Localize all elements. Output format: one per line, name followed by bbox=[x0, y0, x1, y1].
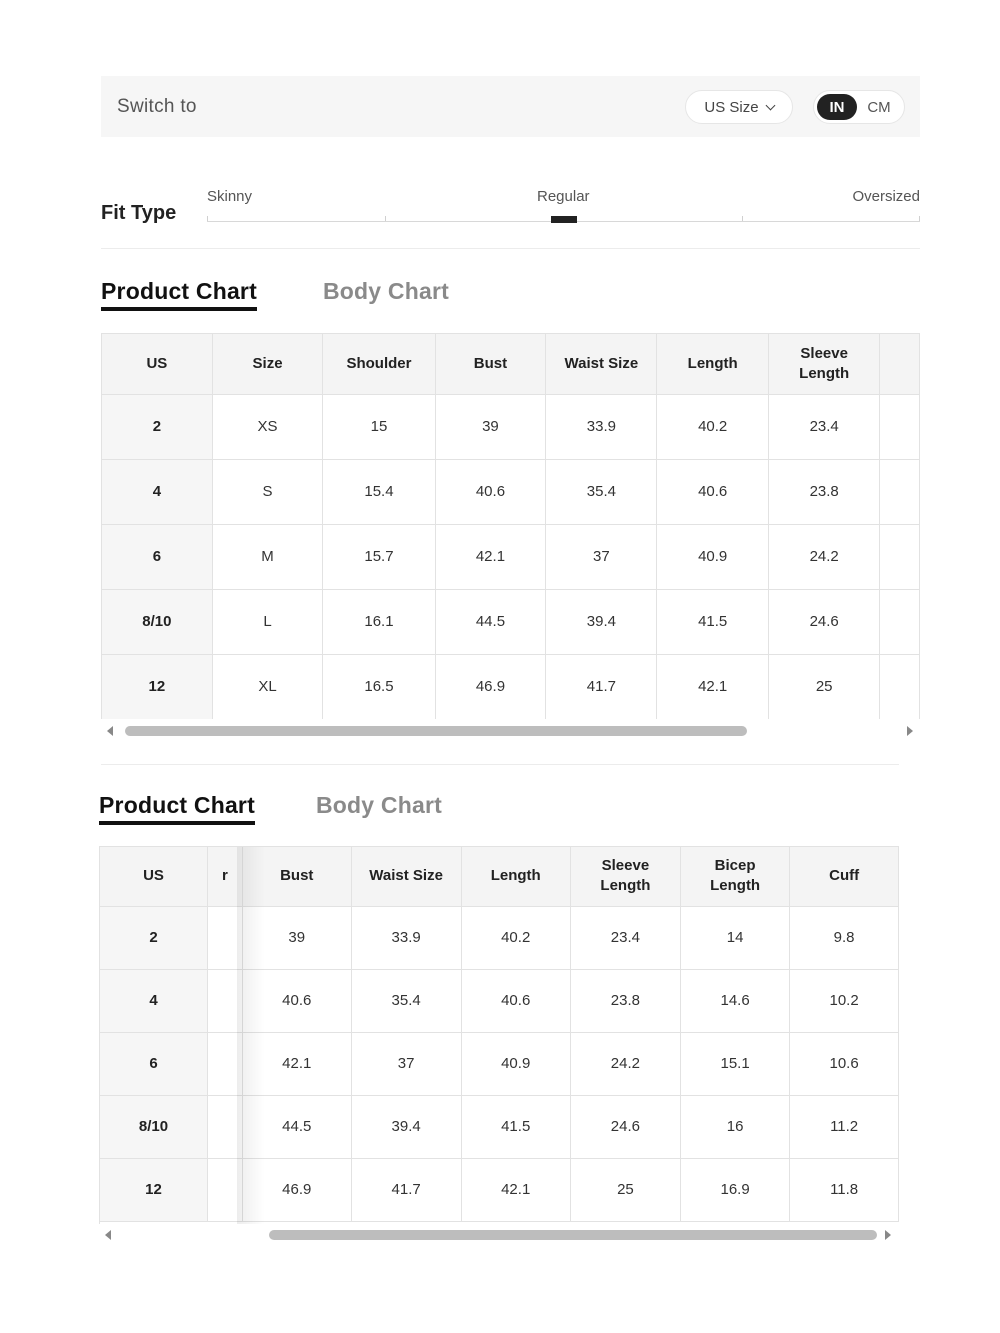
column-header: Sleeve Length bbox=[570, 847, 680, 906]
column-header: Length bbox=[657, 334, 769, 394]
scrollbar-thumb[interactable] bbox=[125, 726, 747, 736]
table-cell: 39 bbox=[435, 394, 546, 459]
table-cell: 15.4 bbox=[323, 459, 435, 524]
table-cell: 23.4 bbox=[768, 394, 880, 459]
scroll-left-icon[interactable] bbox=[107, 726, 113, 736]
table-cell: 23.8 bbox=[570, 969, 680, 1032]
table-cell: 41.5 bbox=[461, 1095, 570, 1158]
table-cell bbox=[208, 906, 243, 969]
tab-body-chart[interactable]: Body Chart bbox=[323, 278, 449, 304]
table-cell: 16.1 bbox=[323, 589, 435, 654]
unit-toggle[interactable] bbox=[813, 90, 905, 124]
table-cell: 40.9 bbox=[657, 524, 769, 589]
table-row bbox=[102, 524, 920, 589]
table-cell: 6 bbox=[100, 1032, 208, 1095]
table-cell: 12 bbox=[100, 1158, 208, 1221]
table-cell: 16.5 bbox=[323, 654, 435, 719]
table-cell: 10.6 bbox=[790, 1032, 899, 1095]
table-cell: 6 bbox=[102, 524, 212, 589]
table-row bbox=[100, 906, 899, 969]
table-cell bbox=[880, 589, 920, 654]
table-cell: 9.8 bbox=[790, 906, 899, 969]
table-cell: 42.1 bbox=[435, 524, 546, 589]
column-header: Size bbox=[212, 334, 323, 394]
table-cell: 24.6 bbox=[768, 589, 880, 654]
table-cell: 8/10 bbox=[102, 589, 212, 654]
table-cell: 11.8 bbox=[790, 1158, 899, 1221]
table-cell: 40.6 bbox=[657, 459, 769, 524]
table-cell: 46.9 bbox=[242, 1158, 351, 1221]
table-cell: 42.1 bbox=[461, 1158, 570, 1221]
column-header: Bust bbox=[435, 334, 546, 394]
table-cell: 42.1 bbox=[242, 1032, 351, 1095]
tab-product-chart[interactable]: Product Chart bbox=[99, 792, 255, 825]
switch-label: Switch to bbox=[117, 95, 197, 117]
table-row bbox=[102, 459, 920, 524]
table-cell: 33.9 bbox=[546, 394, 657, 459]
table-cell: 10.2 bbox=[790, 969, 899, 1032]
table-cell: 11.2 bbox=[790, 1095, 899, 1158]
horizontal-scrollbar[interactable] bbox=[99, 1226, 899, 1240]
table-cell: 23.4 bbox=[570, 906, 680, 969]
fit-option-regular: Regular bbox=[537, 188, 590, 205]
column-header: US bbox=[100, 847, 208, 906]
table-cell: 24.2 bbox=[768, 524, 880, 589]
table-row bbox=[102, 589, 920, 654]
table-cell: 14 bbox=[681, 906, 790, 969]
table-row bbox=[100, 1095, 899, 1158]
table-cell: XL bbox=[212, 654, 323, 719]
column-header: Length bbox=[461, 847, 570, 906]
product-chart-table-scrolled bbox=[99, 846, 899, 1224]
unit-in-option[interactable]: IN bbox=[817, 94, 857, 120]
table-cell: 39.4 bbox=[546, 589, 657, 654]
table-cell: 41.5 bbox=[657, 589, 769, 654]
divider bbox=[101, 248, 920, 249]
table-cell: 15.7 bbox=[323, 524, 435, 589]
fit-scale-tick bbox=[742, 216, 743, 221]
column-header: Bicep Length bbox=[681, 847, 790, 906]
table-cell: 41.7 bbox=[351, 1158, 461, 1221]
table-cell bbox=[208, 1032, 243, 1095]
table-cell: S bbox=[212, 459, 323, 524]
table-cell bbox=[208, 969, 243, 1032]
table-cell: 41.7 bbox=[546, 654, 657, 719]
unit-cm-option[interactable]: CM bbox=[867, 98, 891, 116]
table-cell: 25 bbox=[768, 654, 880, 719]
table-cell: 15 bbox=[323, 394, 435, 459]
column-header: Sleeve Length bbox=[768, 334, 880, 394]
table-cell: 40.9 bbox=[461, 1032, 570, 1095]
scroll-left-icon[interactable] bbox=[105, 1230, 111, 1240]
table-cell bbox=[208, 1095, 243, 1158]
table-cell: 40.2 bbox=[657, 394, 769, 459]
table-cell: 4 bbox=[102, 459, 212, 524]
table-cell: 35.4 bbox=[351, 969, 461, 1032]
fit-type-marker bbox=[551, 216, 577, 223]
horizontal-scrollbar[interactable] bbox=[101, 722, 920, 736]
table-cell: 8/10 bbox=[100, 1095, 208, 1158]
table-header-row bbox=[100, 847, 899, 906]
tab-product-chart[interactable]: Product Chart bbox=[101, 278, 257, 311]
table-row bbox=[102, 654, 920, 719]
column-header: Shoulder bbox=[323, 334, 435, 394]
table-cell: 23.8 bbox=[768, 459, 880, 524]
column-header: r bbox=[208, 847, 243, 906]
column-header: Waist Size bbox=[546, 334, 657, 394]
table-cell bbox=[880, 524, 920, 589]
table-cell: 24.2 bbox=[570, 1032, 680, 1095]
divider bbox=[101, 764, 899, 765]
size-table-scrolled bbox=[100, 847, 899, 1222]
table-cell: 2 bbox=[102, 394, 212, 459]
table-cell: 25 bbox=[570, 1158, 680, 1221]
column-header: Waist Size bbox=[351, 847, 461, 906]
table-row bbox=[100, 1158, 899, 1221]
scroll-right-icon[interactable] bbox=[907, 726, 913, 736]
product-chart-table bbox=[101, 333, 920, 719]
table-cell: 15.1 bbox=[681, 1032, 790, 1095]
table-cell: 40.6 bbox=[435, 459, 546, 524]
table-cell: 4 bbox=[100, 969, 208, 1032]
table-row bbox=[100, 1032, 899, 1095]
table-cell bbox=[880, 459, 920, 524]
table-cell: 40.6 bbox=[242, 969, 351, 1032]
fit-option-oversized: Oversized bbox=[852, 188, 920, 205]
fit-scale-tick bbox=[207, 216, 208, 221]
size-system-select[interactable] bbox=[685, 90, 793, 124]
scroll-right-icon[interactable] bbox=[885, 1230, 891, 1240]
column-header: Cuff bbox=[790, 847, 899, 906]
fit-type-label: Fit Type bbox=[101, 202, 177, 224]
table-cell: 14.6 bbox=[681, 969, 790, 1032]
table-cell: L bbox=[212, 589, 323, 654]
table-cell bbox=[880, 394, 920, 459]
table-cell: 44.5 bbox=[242, 1095, 351, 1158]
table-cell: 40.6 bbox=[461, 969, 570, 1032]
table-cell: M bbox=[212, 524, 323, 589]
table-cell: 37 bbox=[546, 524, 657, 589]
table-cell: 46.9 bbox=[435, 654, 546, 719]
table-cell: 16 bbox=[681, 1095, 790, 1158]
fit-scale-tick bbox=[385, 216, 386, 221]
column-header: Bust bbox=[242, 847, 351, 906]
table-cell: 2 bbox=[100, 906, 208, 969]
size-system-value: US Size bbox=[704, 98, 759, 116]
column-header: US bbox=[102, 334, 212, 394]
chevron-down-icon bbox=[765, 100, 775, 110]
table-cell: 40.2 bbox=[461, 906, 570, 969]
tab-body-chart[interactable]: Body Chart bbox=[316, 792, 442, 818]
table-row bbox=[100, 969, 899, 1032]
size-table bbox=[102, 334, 920, 719]
table-header-row bbox=[102, 334, 920, 394]
table-cell: 44.5 bbox=[435, 589, 546, 654]
fit-option-skinny: Skinny bbox=[207, 188, 253, 205]
table-cell: 24.6 bbox=[570, 1095, 680, 1158]
fit-scale-tick bbox=[919, 216, 920, 221]
table-cell: 37 bbox=[351, 1032, 461, 1095]
table-cell bbox=[880, 654, 920, 719]
scrollbar-thumb[interactable] bbox=[269, 1230, 877, 1240]
table-cell: 33.9 bbox=[351, 906, 461, 969]
table-cell: 39.4 bbox=[351, 1095, 461, 1158]
table-cell bbox=[208, 1158, 243, 1221]
switch-bar bbox=[101, 76, 920, 137]
table-cell: 12 bbox=[102, 654, 212, 719]
table-cell: 35.4 bbox=[546, 459, 657, 524]
column-header bbox=[880, 334, 920, 394]
table-cell: 42.1 bbox=[657, 654, 769, 719]
table-cell: XS bbox=[212, 394, 323, 459]
table-cell: 39 bbox=[242, 906, 351, 969]
table-cell: 16.9 bbox=[681, 1158, 790, 1221]
table-row bbox=[102, 394, 920, 459]
